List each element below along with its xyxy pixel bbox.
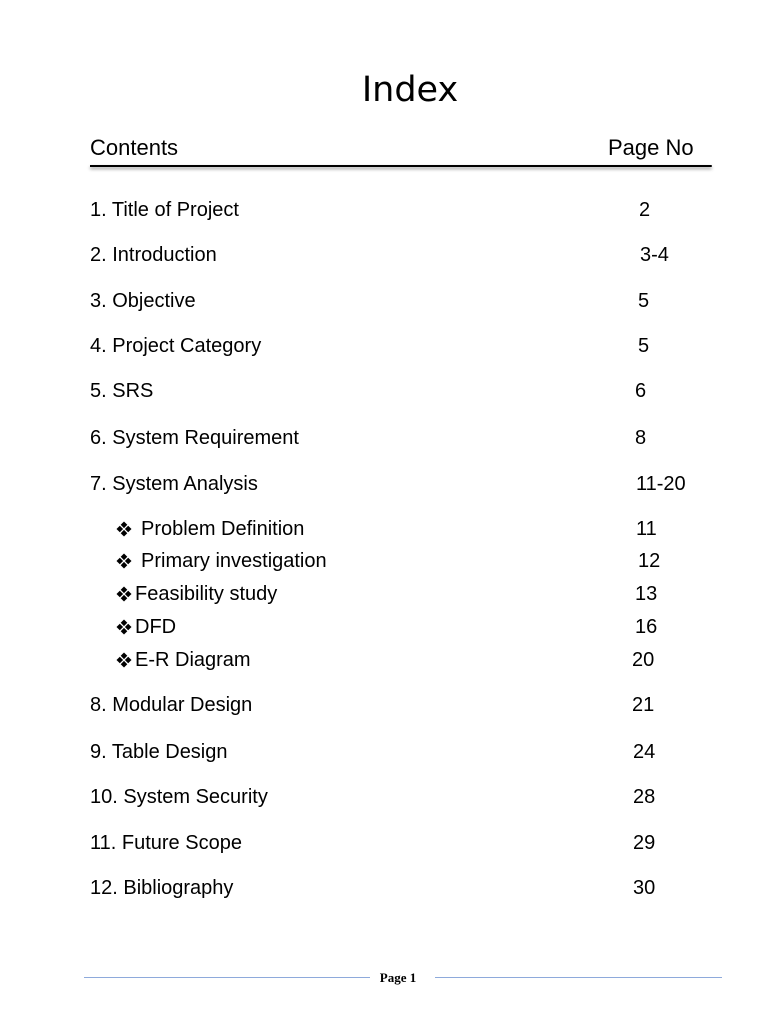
- footer-rule-right: [435, 977, 722, 978]
- toc-entry-label: 11. Future Scope: [90, 832, 242, 854]
- toc-sub-entry-page: 16: [635, 616, 658, 638]
- toc-sub-entry-label: Primary investigation: [141, 550, 327, 572]
- toc-sub-entry-label: Feasibility study: [135, 583, 278, 605]
- toc-entry-label: 9. Table Design: [90, 741, 228, 763]
- four-diamond-bullet-icon: [116, 553, 132, 569]
- footer-page-number: Page 1: [379, 970, 417, 985]
- toc-entry-page: 5: [638, 335, 650, 357]
- toc-entry-label: 1. Title of Project: [90, 199, 239, 221]
- toc-entry-page: 29: [633, 832, 656, 854]
- toc-sub-entry-page: 12: [638, 550, 661, 572]
- toc-sub-entry-page: 20: [632, 649, 655, 671]
- toc-entry-label: 10. System Security: [90, 786, 268, 808]
- toc-sub-entry-label: Problem Definition: [141, 518, 305, 540]
- toc-sub-entry-label: DFD: [135, 616, 177, 638]
- toc-sub-entry-page: 11: [636, 518, 657, 540]
- toc-entry-page: 2: [639, 199, 651, 221]
- toc-entry-page: 8: [635, 427, 647, 449]
- header-divider: [90, 165, 712, 167]
- toc-entry-label: 6. System Requirement: [90, 427, 299, 449]
- page-title: Index: [361, 70, 459, 110]
- four-diamond-bullet-icon: [116, 652, 132, 668]
- toc-entry-label: 4. Project Category: [90, 335, 262, 357]
- toc-entry-label: 7. System Analysis: [90, 473, 258, 495]
- toc-entry-page: 5: [638, 290, 650, 312]
- toc-entry-page: 24: [633, 741, 656, 763]
- toc-entry-label: 3. Objective: [90, 290, 196, 312]
- toc-sub-entry-label: E-R Diagram: [135, 649, 251, 671]
- toc-entry-label: 8. Modular Design: [90, 694, 253, 716]
- page-no-column-header: Page No: [608, 135, 694, 160]
- toc-entry-page: 11-20: [636, 473, 686, 495]
- four-diamond-bullet-icon: [116, 586, 132, 602]
- toc-sub-entry-page: 13: [635, 583, 658, 605]
- toc-entry-page: 21: [632, 694, 655, 716]
- four-diamond-bullet-icon: [116, 521, 132, 537]
- toc-entry-label: 12. Bibliography: [90, 877, 234, 899]
- toc-entry-page: 3-4: [640, 244, 669, 266]
- contents-column-header: Contents: [90, 135, 179, 160]
- toc-entry-page: 28: [633, 786, 656, 808]
- four-diamond-bullet-icon: [116, 619, 132, 635]
- toc-entry-page: 30: [633, 877, 656, 899]
- toc-entry-label: 2. Introduction: [90, 244, 217, 266]
- toc-entry-page: 6: [635, 380, 647, 402]
- footer-rule-left: [84, 977, 370, 978]
- toc-entry-label: 5. SRS: [90, 380, 154, 402]
